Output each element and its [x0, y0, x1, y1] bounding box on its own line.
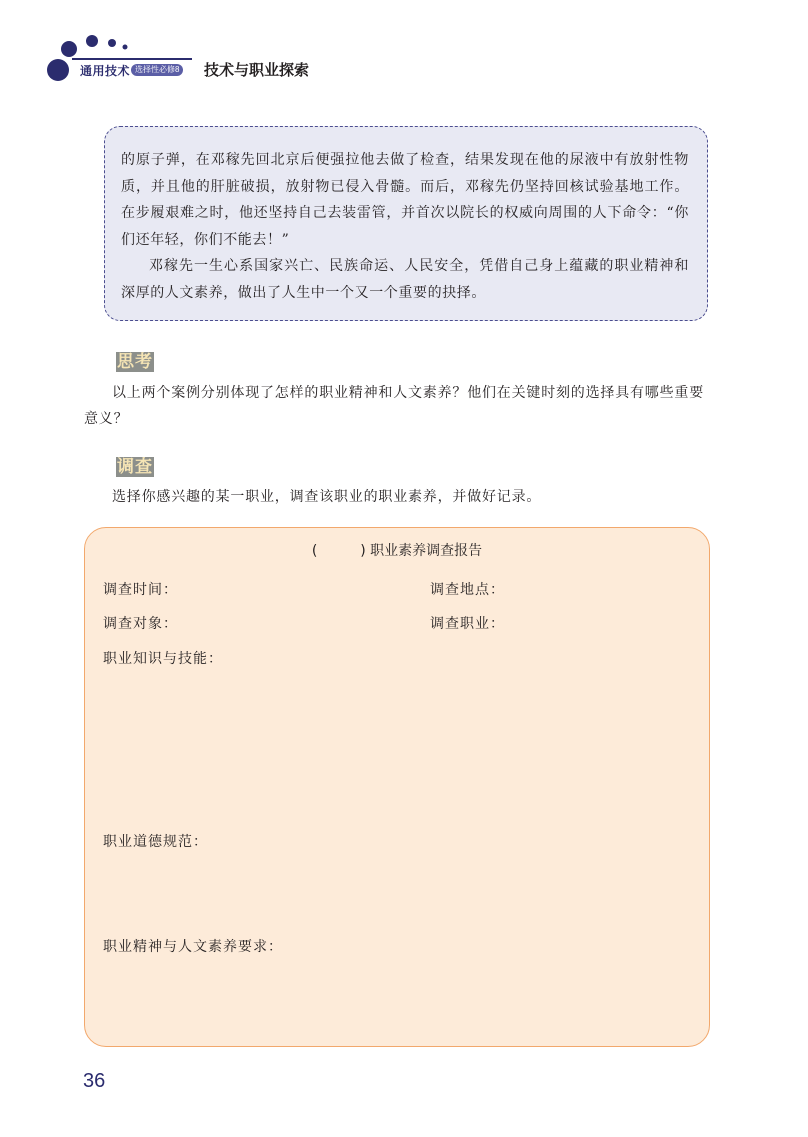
survey-object-field[interactable]: 调查对象：: [103, 616, 178, 632]
ethics-field[interactable]: 职业道德规范：: [103, 834, 208, 850]
survey-place-field[interactable]: 调查地点：: [430, 582, 505, 598]
story-box: [104, 126, 708, 321]
story-paragraph-1: 的原子弹，在邓稼先回北京后便强拉他去做了检查，结果发现在他的尿液中有放射性物质，并且他的肝脏破损，放射物已侵入骨髓。而后，邓稼先仍坚持回核试验基地工作。在步履艰难之时，他还坚持自己去装雷管，并首次以院长的权威向周围的人下命令：“你们还年轻，你们不能去！”: [121, 152, 689, 248]
report-title-text: 职业素养调查报告: [370, 543, 483, 559]
survey-instruction: 选择你感兴趣的某一职业，调查该职业的职业素养，并做好记录。: [112, 489, 542, 505]
survey-heading: 调查: [117, 457, 153, 477]
survey-time-field[interactable]: 调查时间：: [103, 582, 178, 598]
report-title: [85, 540, 709, 560]
book-title: 技术与职业探索: [204, 62, 310, 79]
page-number: 36: [83, 1070, 106, 1092]
report-paren-open: (: [311, 543, 318, 559]
think-heading: 思考: [117, 352, 153, 372]
survey-job-field[interactable]: 调查职业：: [430, 616, 505, 632]
story-paragraph-2: 邓稼先一生心系国家兴亡、民族命运、人民安全，凭借自己身上蕴藏的职业精神和深厚的人文素养，做出了人生中一个又一个重要的抉择。: [121, 258, 689, 301]
series-tag: 选择性必修8: [131, 64, 183, 76]
series-name: 通用技术: [80, 64, 131, 78]
header-rule: [72, 58, 192, 60]
knowledge-skills-field[interactable]: 职业知识与技能：: [103, 651, 223, 667]
survey-report-form: [84, 527, 710, 1047]
think-question: 以上两个案例分别体现了怎样的职业精神和人文素养？他们在关键时刻的选择具有哪些重要意义？: [84, 385, 704, 427]
report-paren-close: ): [360, 543, 366, 559]
spirit-literacy-field[interactable]: 职业精神与人文素养要求：: [103, 939, 283, 955]
